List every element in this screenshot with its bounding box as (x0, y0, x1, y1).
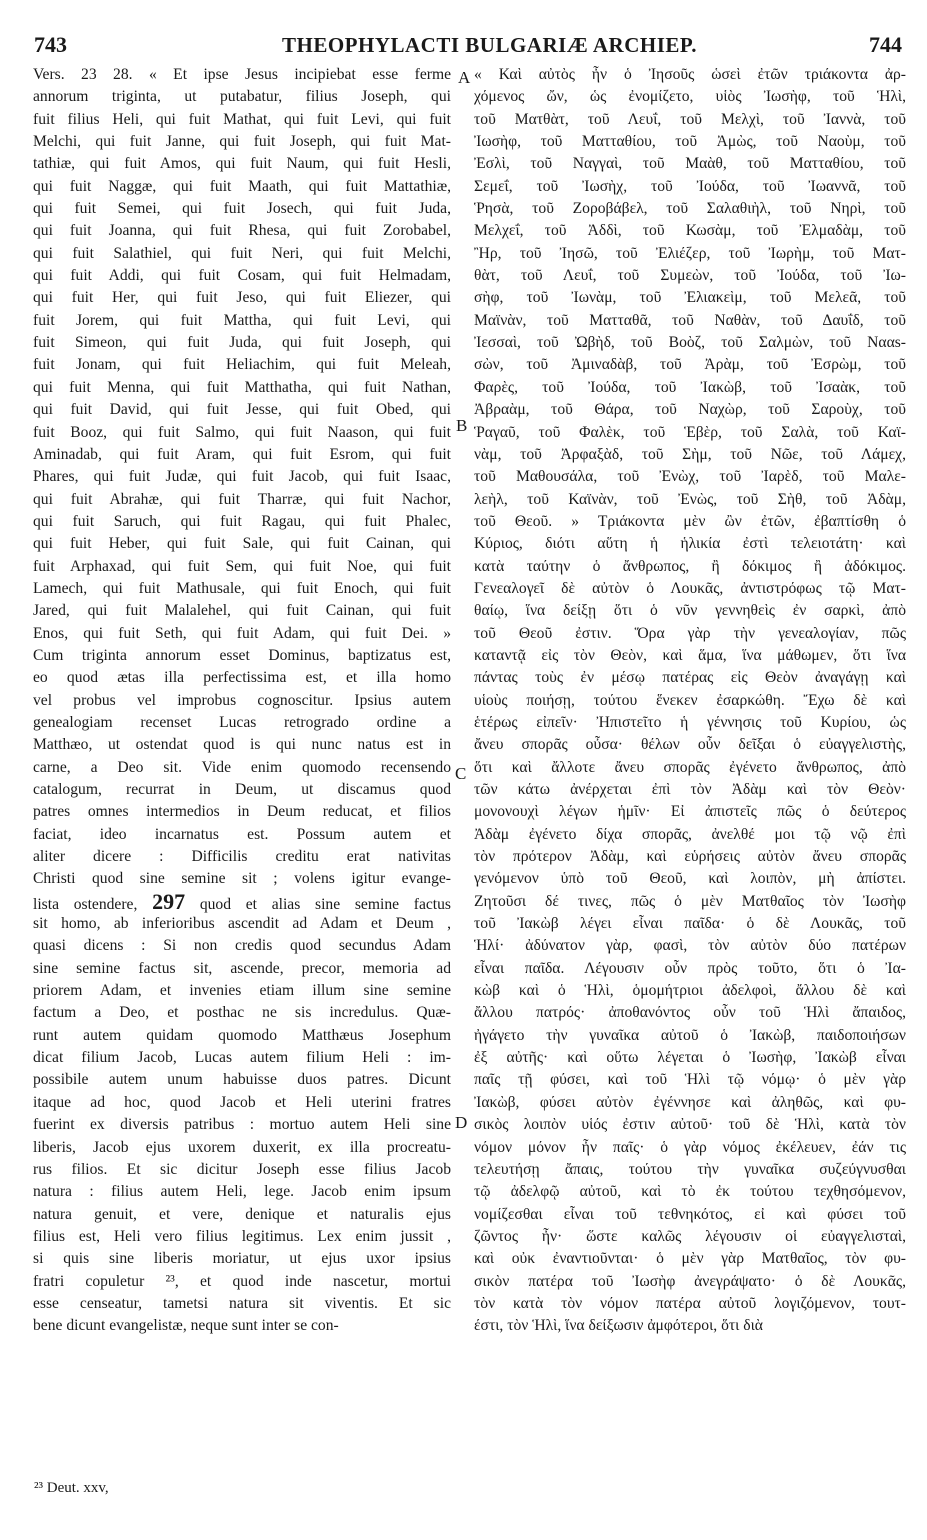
text-line: Matthæo, ut ostendat quod is qui nunc natus est in (33, 736, 451, 754)
text-line: eo quod ætas illa perfectissima est, et illa homo (33, 669, 451, 687)
text-line: Ἢρ, τοῦ Ἰησῶ, τοῦ Ἐλιέζερ, τοῦ Ἰωρὴμ, τοῦ Ματ- (474, 244, 906, 262)
margin-letter-c: C (455, 764, 467, 783)
text-line: Cum triginta annorum esset Dominus, baptizatus est, (33, 646, 451, 664)
text-line: priorem Adam, et invenies etiam illum sine semine (33, 982, 451, 1000)
text-line: Ἰωσὴφ, τοῦ Ματταθίου, τοῦ Ἀμὼς, τοῦ Ναοὺμ, τοῦ (474, 133, 906, 151)
text-line: lista ostendere, 297 quod et alias sine semine factus (33, 890, 451, 914)
text-line: τῶν κάτω ἀνέρχεται ἐπὶ τὸν Ἀδὰμ καὶ τὸν Θεὸν· (474, 781, 906, 798)
text-line: possibile autem unum habuisse duos patres. Dicunt (33, 1071, 451, 1089)
latin-column (33, 64, 451, 1338)
text-line: qui fuit Menna, qui fuit Matthatha, qui fuit Nathan, (33, 378, 451, 396)
text-line: fuit Arphaxad, qui fuit Sem, qui fuit Noe, qui fuit (33, 557, 451, 575)
text-line: Μελχεΐ, τοῦ Ἀδδὶ, τοῦ Κωσὰμ, τοῦ Ἐλμαδὰμ, τοῦ (474, 222, 906, 240)
text-line: Ἀβραὰμ, τοῦ Θάρα, τοῦ Ναχὼρ, τοῦ Σαροὺχ, τοῦ (474, 401, 906, 419)
text-line: rus filios. Et sic dicitur Joseph esse filius Jacob (33, 1160, 451, 1178)
text-line: Phares, qui fuit Judæ, qui fuit Jacob, qui fuit Isaac, (33, 468, 451, 486)
text-line: qui fuit Salathiel, qui fuit Neri, qui fuit Melchi, (33, 244, 451, 262)
text-line: factum a Deo, et posthac ne sis incredulus. Quæ- (33, 1004, 451, 1022)
text-line: qui fuit Joanna, qui fuit Rhesa, qui fuit Zorobabel, (33, 222, 451, 240)
text-line: catalogum, recurrat in Deum, ut discamus quod (33, 781, 451, 798)
text-line: σὴφ, τοῦ Ἰωνὰμ, τοῦ Ἐλιακεὶμ, τοῦ Μελεᾶ, τοῦ (474, 289, 906, 307)
margin-letter-a: A (458, 68, 471, 87)
text-line: runt autem quidam quomodo Matthæus Josephum (33, 1026, 451, 1044)
text-line: Γενεαλογεῖ δὲ αὐτὸν ὁ Λουκᾶς, ἀντιστρόφως τῷ Ματ- (474, 579, 906, 597)
text-line: θαίῳ, ἵνα δείξῃ ὅτι ὁ νῦν γεννηθεὶς ἐν σαρκὶ, ἀπὸ (474, 602, 906, 620)
text-line: patres omnes intermedios in Deum reducat, et filios (33, 803, 451, 821)
text-line: Lamech, qui fuit Mathusale, qui fuit Enoch, qui fuit (33, 579, 451, 597)
text-line: ἐξ αὐτῆς· καὶ οὕτω λέγεται ὁ Ἰωσὴφ, Ἰακὼβ εἶναι (474, 1049, 906, 1067)
text-line: τελευτήσῃ ἄπαις, τούτου τὴν γυναῖκα συζεύγνυσθαι (474, 1160, 906, 1178)
text-line: carne, a Deo sit. Vide enim quomodo recensendo (33, 758, 451, 776)
greek-column (474, 64, 906, 1338)
text-line: qui fuit Her, qui fuit Jeso, qui fuit Eliezer, qui (33, 289, 451, 307)
text-line: Ἰεσσαὶ, τοῦ Ὠβὴδ, τοῦ Βοὸζ, τοῦ Σαλμὼν, τοῦ Νααs- (474, 334, 906, 352)
text-line: τῷ ἀδελφῷ αὐτοῦ, καὶ τὸ ἐκ τούτου τεχθησόμενον, (474, 1183, 906, 1201)
text-line: γενόμενον ὑπὸ τοῦ Θεοῦ, καὶ λοιπὸν, μὴ ἀπίστει. (474, 870, 906, 888)
text-line: qui fuit David, qui fuit Jesse, qui fuit Obed, qui (33, 401, 451, 419)
text-line: quasi dicens : Si non credis quod secundus Adam (33, 937, 451, 955)
text-line: dicat filium Jacob, Lucas autem filium Heli : im- (33, 1049, 451, 1067)
text-line: sit homo, ab inferioribus ascendit ad Adam et Deum , (33, 915, 451, 933)
text-line: fuit Jorem, qui fuit Mattha, qui fuit Levi, qui (33, 311, 451, 329)
text-line: κατὰ ταύτην ὁ ἄνθρωπος, ἢ δόκιμος ἢ ἀδόκιμος. (474, 557, 906, 575)
text-line: genealogiam recenset Lucas retrogrado ordine a (33, 713, 451, 731)
text-line: natura : filius autem Heli, lege. Jacob enim ipsum (33, 1183, 451, 1201)
text-line: Ῥαγαῦ, τοῦ Φαλὲκ, τοῦ Ἑβὲρ, τοῦ Σαλὰ, τοῦ Καϊ- (474, 423, 906, 441)
text-line: ἑτέρως εἰπεῖν· Ἠπιστεῖτο ἡ γέννησις τοῦ Κυρίου, ὡς (474, 713, 906, 731)
text-line: ἄλλου πατρός· ἀποθανόντος οὖν τοῦ Ἡλὶ ἄπαιδος, (474, 1004, 906, 1022)
text-line: Christi quod sine semine sit ; volens igitur evange- (33, 870, 451, 888)
text-line: Vers. 23 28. « Et ipse Jesus incipiebat esse ferme (33, 66, 451, 83)
text-line: qui fuit Heber, qui fuit Sale, qui fuit Cainan, qui (33, 535, 451, 553)
page-number-left: 743 (34, 32, 67, 57)
margin-letter-d: D (455, 1113, 468, 1132)
text-line: Aminadab, qui fuit Aram, qui fuit Esrom, qui fuit (33, 445, 451, 463)
footnote: ²³ Deut. xxv, (34, 1480, 109, 1496)
text-line: σικὸς λοιπὸν υἱός ἐστιν αὐτοῦ· τοῦ δὲ Ἡλὶ, κατὰ τὸν (474, 1116, 906, 1134)
text-line: τοῦ Μαθουσάλα, τοῦ Ἐνὼχ, τοῦ Ἰαρὲδ, τοῦ Μαλε- (474, 468, 906, 486)
text-line: qui fuit Naggæ, qui fuit Maath, qui fuit Mattathiæ, (33, 177, 451, 195)
text-line: fuit Jonam, qui fuit Heliachim, qui fuit Meleah, (33, 356, 451, 374)
text-line: νομίζεσθαι εἶναι τοῦ τεθνηκότος, εἰ καὶ φύσει τοῦ (474, 1205, 906, 1223)
text-line: νὰμ, τοῦ Ἀρφαξὰδ, τοῦ Σὴμ, τοῦ Νῶε, τοῦ Λάμεχ, (474, 445, 906, 463)
text-line: Σεμεΐ, τοῦ Ἰωσὴχ, τοῦ Ἰούδα, τοῦ Ἰωαννᾶ, τοῦ (474, 177, 906, 195)
text-line: ζῶντος ἦν· ὥστε καλῶς λέγουσιν οἱ εὐαγγελισταὶ, (474, 1227, 906, 1245)
text-line: vel probus vel improbus cognoscitur. Ipsius autem (33, 691, 451, 709)
text-line: έστι, τὸν Ἡλὶ, ἵνα δείξωσιν ἀμφότεροι, ὅτι διὰ (474, 1317, 763, 1335)
text-line: tathiæ, qui fuit Amos, qui fuit Naum, qui fuit Hesli, (33, 155, 451, 173)
text-line: καὶ οὐκ ἐναντιοῦνται· ὁ μὲν γὰρ Ματθαῖος, τὸν φυ- (474, 1250, 906, 1268)
text-line: τοῦ Θεοῦ ἐστιν. Ὅρα γὰρ τὴν γενεαλογίαν, πῶς (474, 624, 906, 642)
text-line: μονονουχὶ λέγων ἡμῖν· Εἰ ἀπιστεῖς πῶς ὁ δεύτερος (474, 803, 906, 821)
text-line: θὰτ, τοῦ Λευΐ, τοῦ Συμεὼν, τοῦ Ἰούδα, τοῦ Ἰω- (474, 267, 906, 285)
running-header (30, 32, 902, 60)
text-line: fuit Booz, qui fuit Salmo, qui fuit Naason, qui fuit (33, 423, 451, 441)
text-line: σικὸν πατέρα τοῦ Ἰωσὴφ ἀνεγράψατο· ὁ δὲ Λουκᾶς, (474, 1272, 906, 1290)
text-line: fuit Simeon, qui fuit Juda, qui fuit Joseph, qui (33, 334, 451, 352)
text-line: νόμον μόνον ἦν παῖς· ὁ γὰρ νόμος ἐκέλευεν, ἐάν τις (474, 1138, 906, 1156)
text-line: ἄνευ σπορᾶς οὖσα· θέλων οὖν δεῖξαι ὁ εὐαγγελιστὴς, (474, 736, 906, 754)
text-line: ὅτι καὶ ἄλλοτε ἄνευ σπορᾶς ἐγένετο ἄνθρωπος, ἀπὸ (474, 758, 906, 776)
text-line: Ῥησὰ, τοῦ Ζοροβάβελ, τοῦ Σαλαθιὴλ, τοῦ Νηρὶ, τοῦ (474, 200, 906, 218)
text-line: si quis sine liberis moriatur, ut ejus uxor ipsius (33, 1250, 451, 1268)
text-line: annorum triginta, ut putabatur, filius Joseph, qui (33, 88, 451, 106)
text-line: τοῦ Θεοῦ. » Τριάκοντα μὲν ὢν ἐτῶν, ἐβαπτίσθη ὁ (474, 512, 906, 530)
text-line: sine semine factus sit, ascende, precor, memoria ad (33, 959, 451, 977)
text-line: Ἡλί· ἀδύνατον γὰρ, φασὶ, τὸν αὐτὸν δύο πατέρων (474, 937, 906, 955)
text-line: « Καὶ αὐτὸς ἦν ὁ Ἰησοῦς ὡσεὶ ἐτῶν τριάκοντα ἀρ- (474, 66, 906, 83)
text-line: fratri copuletur ²³, et quod inde nascetur, mortui (33, 1272, 451, 1290)
text-line: σὼν, τοῦ Ἀμιναδὰβ, τοῦ Ἀρὰμ, τοῦ Ἐσρὼμ, τοῦ (474, 356, 906, 374)
text-line: natura genuit, et vere, denique et naturalis ejus (33, 1205, 451, 1223)
text-line: λεὴλ, τοῦ Καϊνὰν, τοῦ Ἐνὼς, τοῦ Σὴθ, τοῦ Ἀδὰμ, (474, 490, 906, 508)
text-line: Κύριος, διότι αὕτη ἡ ἡλικία ἐστὶ τελειοτάτη· καὶ (474, 535, 906, 553)
text-line: υἱοὺς ποιήσῃ, τούτου ἕνεκεν ἐσαρκώθη. Ἔχω δὲ καὶ (474, 691, 906, 709)
text-line: qui fuit Saruch, qui fuit Ragau, qui fuit Phalec, (33, 512, 451, 530)
text-line: qui fuit Semei, qui fuit Josech, qui fuit Juda, (33, 200, 451, 218)
page-number-right: 744 (869, 32, 902, 57)
text-line: πάντας τοὺς ἐν μέσῳ πατέρας εἰς Θεὸν ἀναγάγῃ καὶ (474, 669, 906, 687)
margin-letter-b: B (456, 416, 468, 435)
text-line: fuerint ex diversis patribus : mortuo autem Heli sine (33, 1116, 451, 1134)
text-line: Melchi, qui fuit Janne, qui fuit Joseph, qui fuit Mat- (33, 133, 451, 151)
text-line: τὸν πρότερον Ἀδὰμ, καὶ εὑρήσεις αὐτὸν ἄνευ σπορᾶς (474, 848, 906, 866)
text-line: Μαϊνὰν, τοῦ Ματταθᾶ, τοῦ Ναθὰν, τοῦ Δαυΐδ, τοῦ (474, 311, 906, 329)
text-line: Enos, qui fuit Seth, qui fuit Adam, qui fuit Dei. » (33, 624, 451, 642)
text-line: τὸν κατὰ τὸν νόμον πατέρα αὐτοῦ λογιζόμενον, τουτ- (474, 1294, 906, 1312)
text-line: bene dicunt evangelistæ, neque sunt inter se con- (33, 1317, 339, 1335)
text-line: faciat, ideo incarnatus est. Possum autem et (33, 825, 451, 843)
text-line: fuit filius Heli, qui fuit Mathat, qui fuit Levi, qui fuit (33, 110, 451, 128)
text-line: κὼβ καὶ ὁ Ἡλὶ, ὁμομήτριοι ἀδελφοὶ, ἄλλου δὲ καὶ (474, 982, 906, 1000)
text-line: Ἐσλὶ, τοῦ Ναγγαὶ, τοῦ Μαὰθ, τοῦ Ματταθίου, τοῦ (474, 155, 906, 173)
text-line: εἶναι παῖδα. Λέγουσιν οὖν πρὸς τοῦτο, ὅτι ὁ Ἰα- (474, 959, 906, 977)
text-line: filius est, Heli vero filius legitimus. Lex enim jussit , (33, 1227, 451, 1245)
text-line: liberis, Jacob ejus uxorem duxerit, ex illa procreatu- (33, 1138, 451, 1156)
text-line: aliter dicere : Difficilis creditu erat nativitas (33, 848, 451, 866)
text-line: Φαρὲς, τοῦ Ἰούδα, τοῦ Ἰακὼβ, τοῦ Ἰσαὰκ, τοῦ (474, 378, 906, 396)
text-line: Ἀδὰμ ἐγένετο δίχα σπορᾶς, ἀνελθέ μοι τῷ νῷ ἐπὶ (474, 825, 906, 843)
text-line: Jared, qui fuit Malalehel, qui fuit Cainan, qui fuit (33, 602, 451, 620)
running-title: THEOPHYLACTI BULGARIÆ ARCHIEP. (282, 33, 698, 57)
text-line: qui fuit Addi, qui fuit Cosam, qui fuit Helmadam, (33, 267, 451, 285)
text-line: χόμενος ὤν, ὡς ἐνομίζετο, υἱὸς Ἰωσὴφ, τοῦ Ἡλὶ, (474, 88, 906, 106)
column-number: 297 (152, 890, 186, 914)
text-line: τοῦ Ματθὰτ, τοῦ Λευΐ, τοῦ Μελχὶ, τοῦ Ἰαννὰ, τοῦ (474, 110, 906, 128)
text-line: ἠγάγετο τὴν γυναῖκα αὐτοῦ ὁ Ἰακὼβ, παιδοποιήσων (474, 1026, 906, 1044)
text-line: παῖς τῇ φύσει, καὶ τοῦ Ἡλὶ τῷ νόμῳ· ὁ μὲν γὰρ (474, 1071, 906, 1089)
text-line: esse censeatur, tametsi natura sit viventis. Et sic (33, 1294, 451, 1312)
text-line: Ἰακὼβ, φύσει αὐτὸν ἐγέννησε καὶ ἀληθῶς, καὶ φυ- (474, 1093, 906, 1111)
text-line: Ζητοῦσι δέ τινες, πῶς ὁ μὲν Ματθαῖος τὸν Ἰωσὴφ (474, 892, 906, 910)
text-line: τοῦ Ἰακὼβ λέγει εἶναι παῖδα· ὁ δὲ Λουκᾶς, τοῦ (474, 915, 906, 933)
text-line: itaque ad hoc, quod Jacob et Heli uterini fratres (33, 1093, 451, 1111)
text-line: καταντᾷ εἰς τὸν Θεὸν, καὶ ἅμα, ἵνα μάθωμεν, ὅτι ἵνα (474, 646, 906, 664)
text-line: qui fuit Abrahæ, qui fuit Tharræ, qui fuit Nachor, (33, 490, 451, 508)
